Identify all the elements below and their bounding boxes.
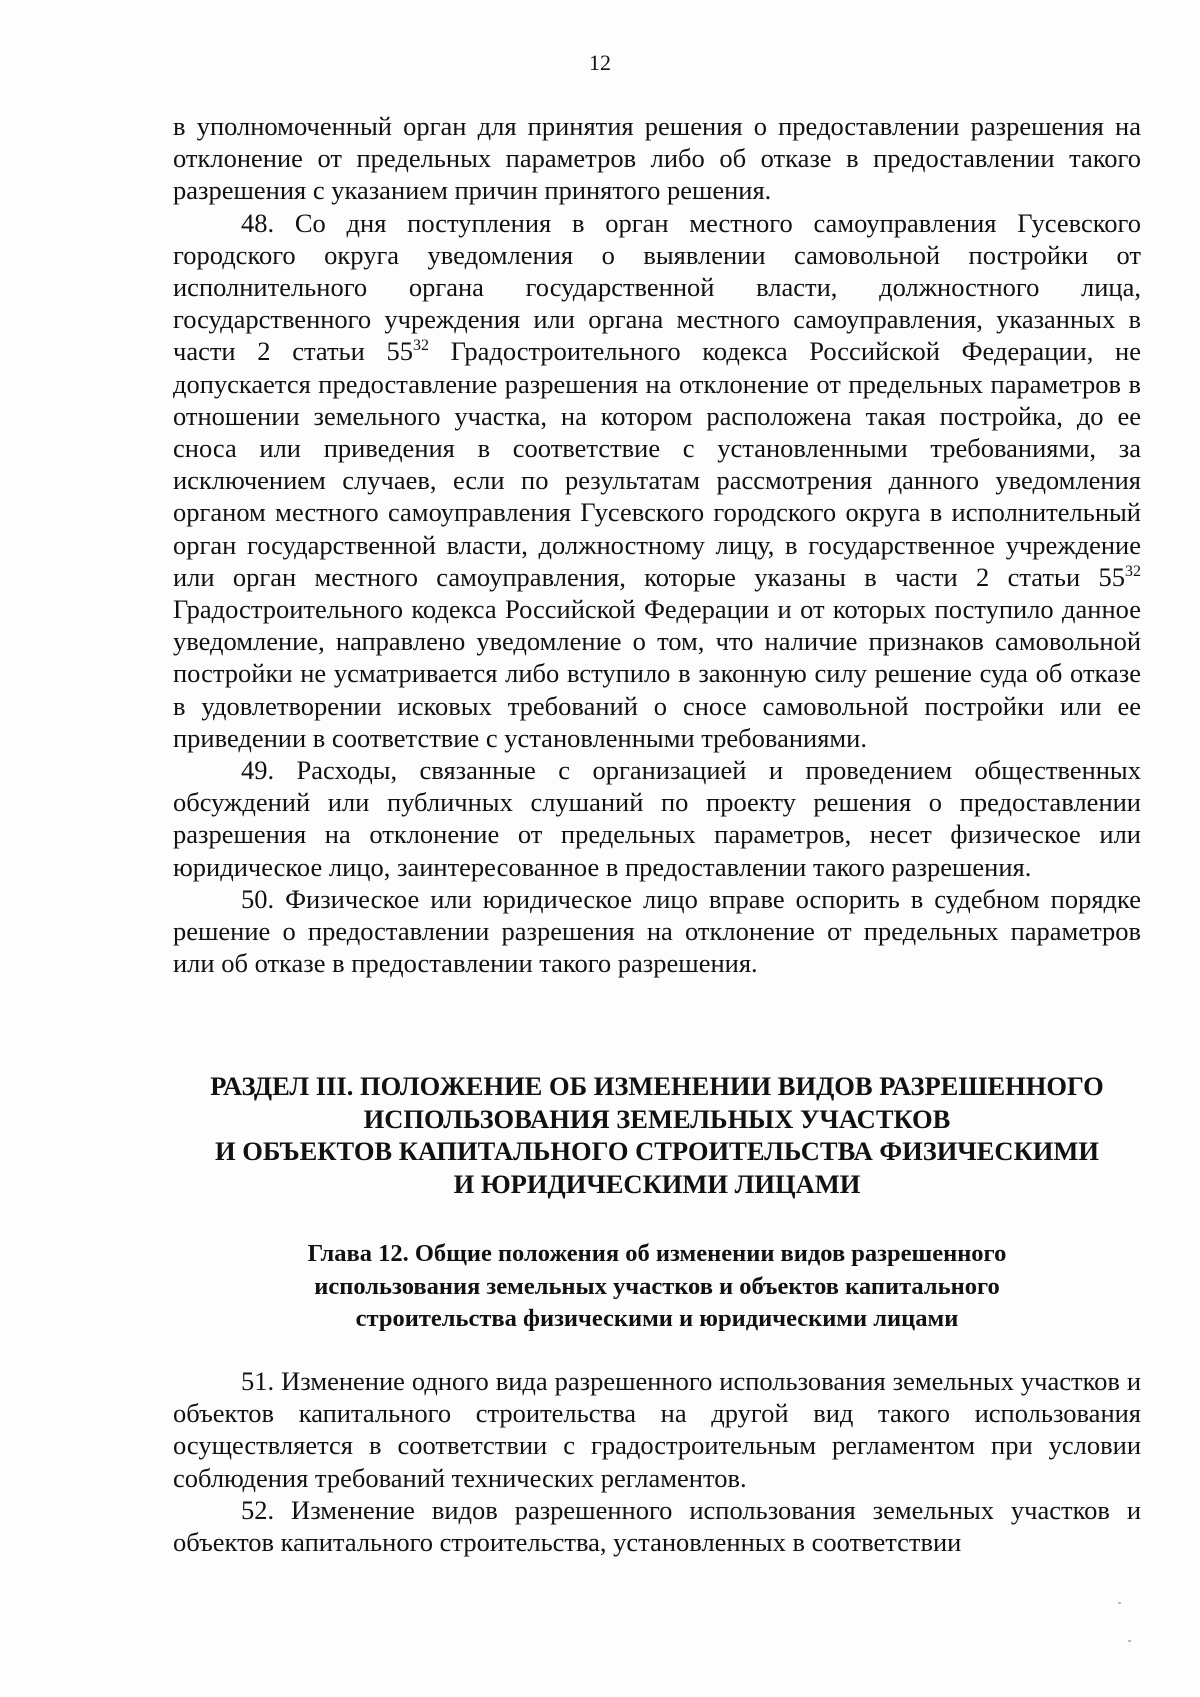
body-text-upper [173, 110, 1141, 979]
paragraph-48 [173, 207, 1141, 754]
chapter-heading-line: строительства физическими и юридическими лицами [355, 1305, 959, 1332]
paragraph-continuation: в уполномоченный орган для принятия решения о предоставлении разрешения на отклонение от предельных параметров либо об отказе в предоставлении такого разрешения с указанием причин принятого решения. [173, 111, 1141, 206]
paragraph-52: 52. Изменение видов разрешенного использования земельных участков и объектов капитального строительства, установленных в соответствии [173, 1494, 1141, 1558]
section-heading [173, 1070, 1141, 1200]
chapter-heading [173, 1238, 1141, 1336]
paragraph-48-part-2: Градостроительного кодекса Российской Федерации, не допускается предоставление разрешения на отклонение от предельных параметров в отношении земельного участка, на котором расположена такая постройка, до ее сноса или приведения в соответствие с установленными требованиями, за исключением случаев, если по результатам рассмотрения данного уведомления органом местного самоуправления Гусевского городского округа в исполнительный орган государственной власти, должностному лицу, в государственное учреждение или орган местного самоуправления, которые указаны в части 2 статьи 55 [173, 336, 1141, 592]
section-heading-line: И ЮРИДИЧЕСКИМИ ЛИЦАМИ [453, 1168, 861, 1199]
superscript-32: 32 [1125, 563, 1141, 581]
body-text-lower [173, 1365, 1141, 1558]
section-heading-line: И ОБЪЕКТОВ КАПИТАЛЬНОГО СТРОИТЕЛЬСТВА ФИЗИЧЕСКИМИ [214, 1136, 1100, 1166]
page-number: 12 [589, 50, 611, 75]
scan-speck [1118, 1602, 1121, 1604]
paragraph-51: 51. Изменение одного вида разрешенного использования земельных участков и объектов капитального строительства на другой вид такого использования осуществляется в соответствии с градостроительным регламентом при условии соблюдения требований технических регламентов. [173, 1366, 1141, 1493]
chapter-heading-line: Глава 12. Общие положения об изменении видов разрешенного [307, 1240, 1007, 1267]
paragraph-49: 49. Расходы, связанные с организацией и проведением общественных обсуждений или публичных слушаний по проекту решения о предоставлении разрешения на отклонение от предельных параметров, несет физическое или юридическое лицо, заинтересованное в предоставлении такого разрешения. [173, 755, 1141, 882]
chapter-heading-line: использования земельных участков и объектов капитального [314, 1272, 1000, 1300]
paragraph-50: 50. Физическое или юридическое лицо вправе оспорить в судебном порядке решение о предоставлении разрешения на отклонение от предельных параметров или об отказе в предоставлении такого разрешения. [173, 883, 1141, 979]
paragraph-48-part-1: 48. Со дня поступления в орган местного самоуправления Гусевского городского округа уведомления о выявлении самовольной постройки от исполнительного органа государственной власти, должностного лица, государственного учреждения или органа местного самоуправления, указанных в части 2 статьи 55 [173, 207, 1141, 367]
section-heading-line: РАЗДЕЛ III. ПОЛОЖЕНИЕ ОБ ИЗМЕНЕНИИ ВИДОВ РАЗРЕШЕННОГО [210, 1071, 1104, 1101]
paragraph-48-part-3: Градостроительного кодекса Российской Федерации и от которых поступило данное уведомление, направлено уведомление о том, что наличие признаков самовольной постройки не усматривается либо вступило в законную силу решение суда об отказе в удовлетворении исковых требований о сносе самовольной постройки или ее приведении в соответствие с установленными требованиями. [173, 594, 1141, 753]
scan-speck [1128, 1640, 1131, 1642]
superscript-32: 32 [413, 337, 429, 355]
section-heading-line: ИСПОЛЬЗОВАНИЯ ЗЕМЕЛЬНЫХ УЧАСТКОВ [363, 1103, 951, 1134]
